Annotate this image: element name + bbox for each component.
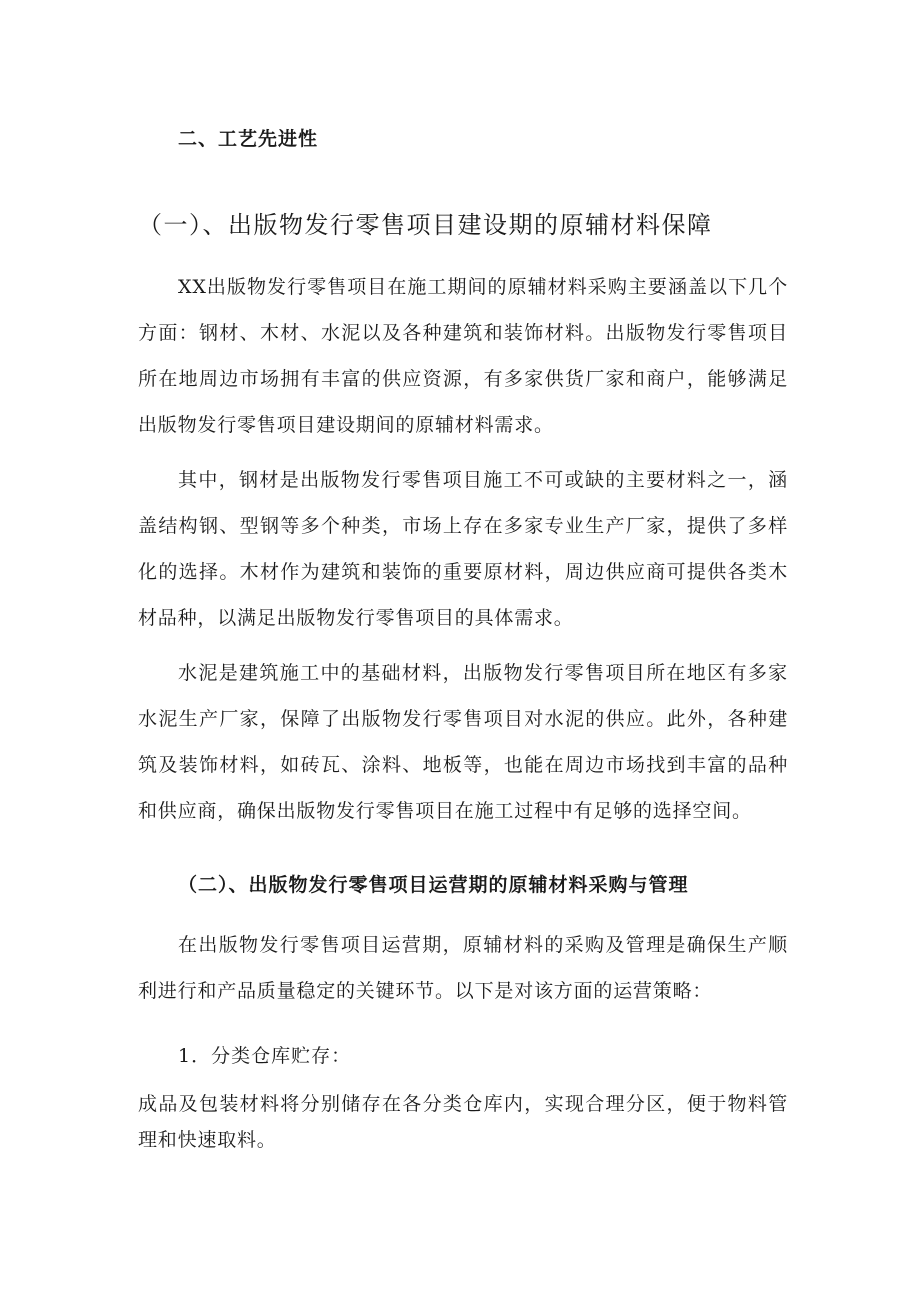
paragraph-1: XX出版物发行零售项目在施工期间的原辅材料采购主要涵盖以下几个方面：钢材、木材、水泥以及各种建筑和装饰材料。出版物发行零售项目所在地周边市场拥有丰富的供应资源，有多家供货厂家和商户，能够满足出版物发行零售项目建设期间的原辅材料需求。 <box>138 276 788 436</box>
section-heading: 二、工艺先进性 <box>178 128 319 150</box>
paragraph-3: 水泥是建筑施工中的基础材料，出版物发行零售项目所在地区有多家水泥生产厂家，保障了出版物发行零售项目对水泥的供应。此外，各种建筑及装饰材料，如砖瓦、涂料、地板等，也能在周边市场找到丰富的品种和供应商，确保出版物发行零售项目在施工过程中有足够的选择空间。 <box>138 662 788 822</box>
subsection-2-heading: （二）、出版物发行零售项目运营期的原辅材料采购与管理 <box>178 874 689 896</box>
paragraph-2: 其中，钢材是出版物发行零售项目施工不可或缺的主要材料之一，涵盖结构钢、型钢等多个种类，市场上存在多家专业生产厂家，提供了多样化的选择。木材作为建筑和装饰的重要原材料，周边供应商可提供各类木材品种，以满足出版物发行零售项目的具体需求。 <box>138 469 788 629</box>
list-item-1-body: 成品及包装材料将分别储存在各分类仓库内，实现合理分区，便于物料管理和快速取料。 <box>138 1093 788 1151</box>
list-item-1-title: 1．分类仓库贮存： <box>178 1045 352 1067</box>
paragraph-4: 在出版物发行零售项目运营期，原辅材料的采购及管理是确保生产顺利进行和产品质量稳定的关键环节。以下是对该方面的运营策略： <box>138 934 788 1002</box>
subsection-1-heading: （一）、出版物发行零售项目建设期的原辅材料保障 <box>138 211 713 239</box>
